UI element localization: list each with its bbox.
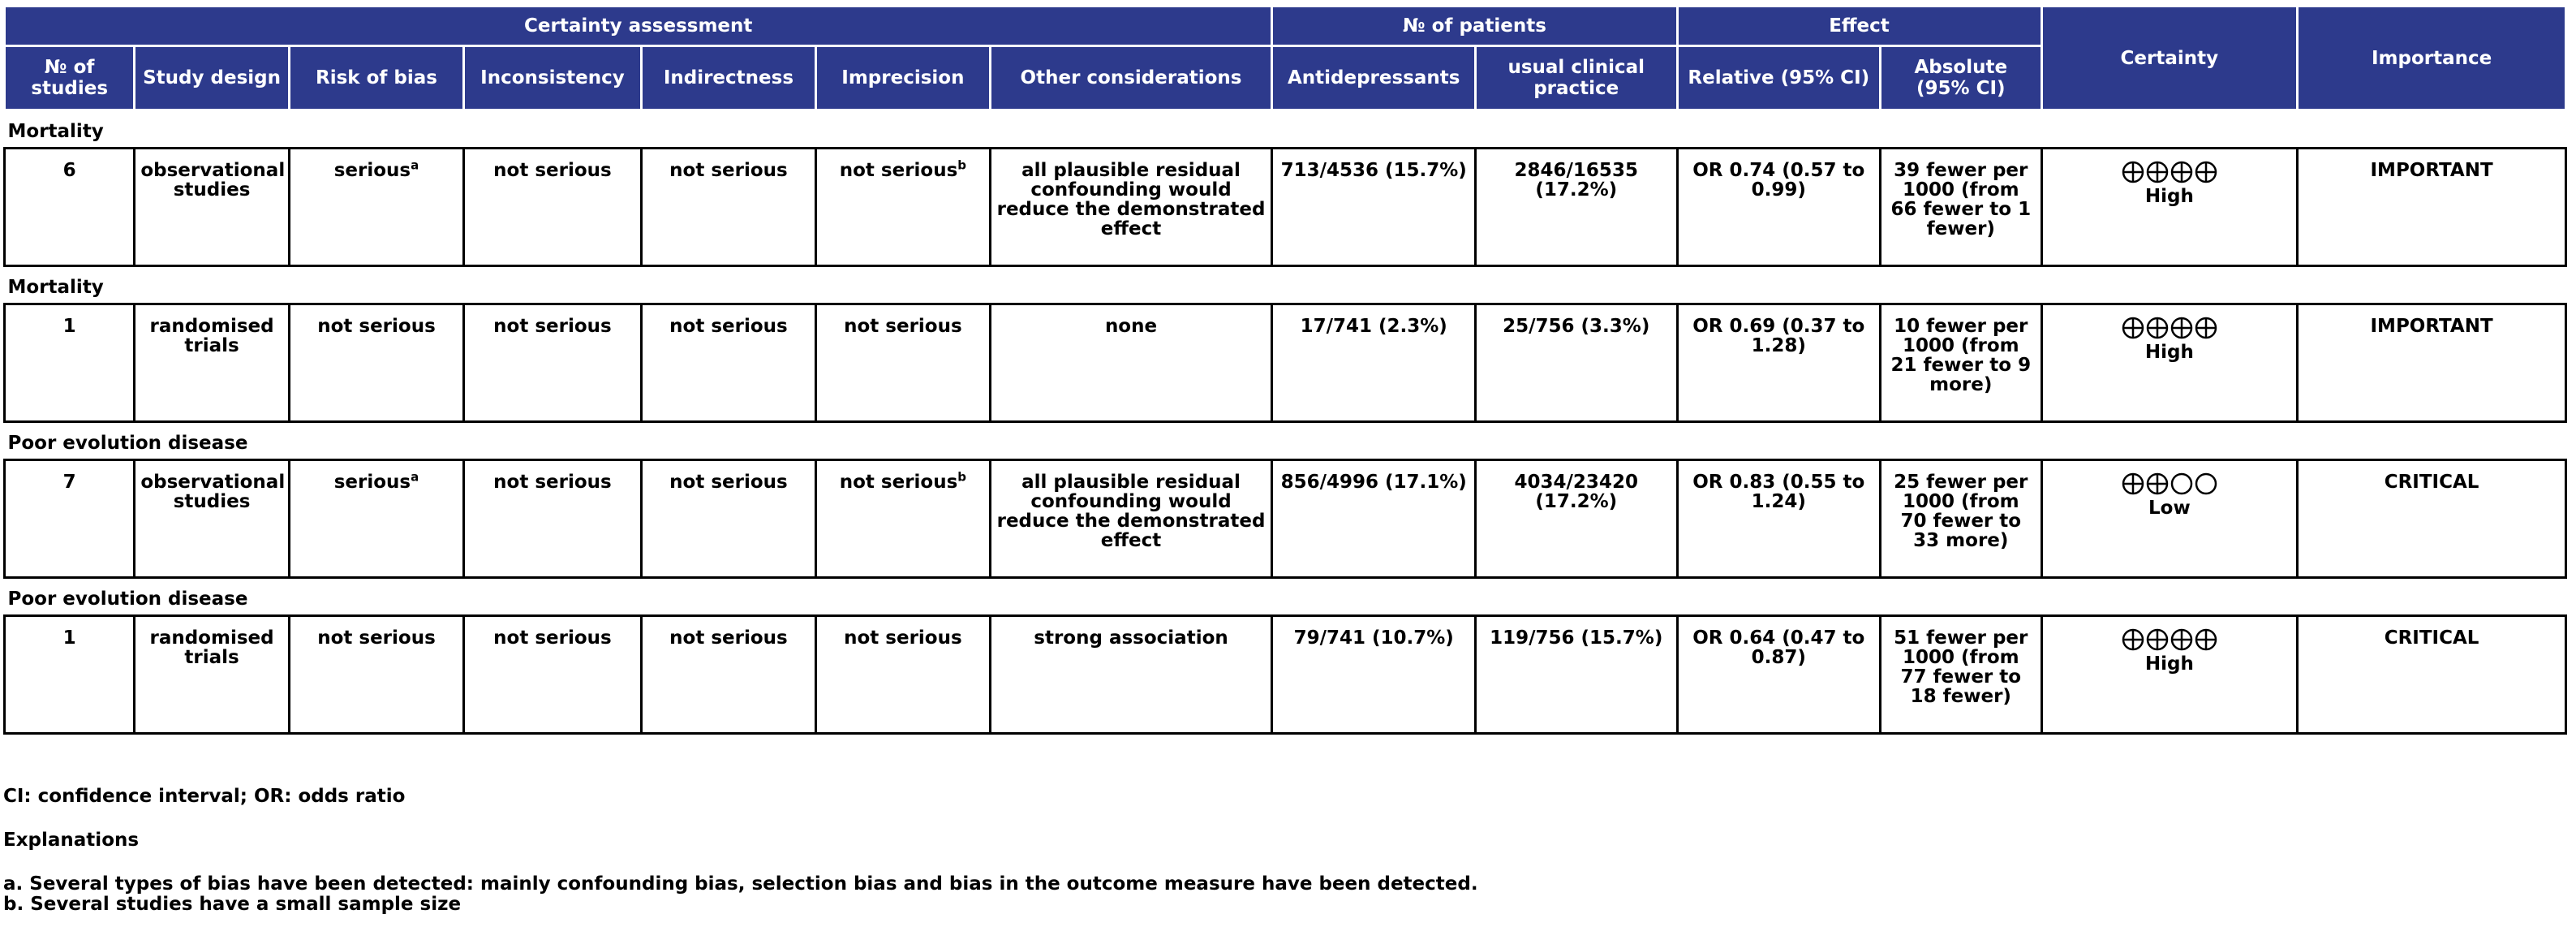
table-body <box>5 110 2566 734</box>
cell-risk-of-bias <box>289 616 463 734</box>
outcome-row <box>5 578 2566 616</box>
outcome-label: Poor evolution disease <box>7 433 248 454</box>
cell-absolute-text: 25 fewer per 1000 (from 70 fewer to 33 more) <box>1894 472 2028 551</box>
certainty-symbols <box>2048 161 2292 185</box>
cell-other-considerations-text: none <box>1104 316 1158 337</box>
cell-study-design-text: observational studies <box>140 472 286 512</box>
explanation-a: a. Several types of bias have been detected: mainly confounding bias, selection bias and bias in the outcome measure have been detected. <box>3 873 1478 895</box>
circle-empty-icon <box>2195 472 2217 495</box>
cell-inconsistency-text: not serious <box>493 627 612 649</box>
cell-n-studies <box>5 149 135 266</box>
grade-evidence-table <box>3 5 2567 735</box>
cell-relative-text: OR 0.64 (0.47 to 0.87) <box>1692 627 1865 668</box>
cell-usual-care-text: 4034/23420 (17.2%) <box>1514 472 1638 512</box>
cell-antidepressants <box>1272 460 1476 578</box>
cell-study-design <box>135 460 289 578</box>
certainty-label: High <box>2144 653 2194 675</box>
cell-study-design-text: observational studies <box>140 160 286 200</box>
outcome-row <box>5 266 2566 304</box>
cell-antidepressants-text: 856/4996 (17.1%) <box>1280 472 1467 493</box>
cell-inconsistency <box>464 304 641 422</box>
cell-importance: CRITICAL <box>2298 460 2566 578</box>
cell-relative-text: OR 0.74 (0.57 to 0.99) <box>1692 160 1865 200</box>
footnote-marker: b <box>957 157 967 173</box>
cell-indirectness-text: not serious <box>669 316 788 337</box>
cell-other-considerations <box>990 304 1272 422</box>
cell-other-considerations-text: all plausible residual confounding would reduce the demonstrated effect <box>996 472 1266 551</box>
cell-risk-of-bias-text: not serious <box>317 627 436 649</box>
certainty-symbols <box>2048 317 2292 341</box>
outcome-label: Poor evolution disease <box>7 589 248 610</box>
cell-inconsistency <box>464 460 641 578</box>
cell-risk-of-bias <box>289 460 463 578</box>
cell-study-design <box>135 149 289 266</box>
certainty-symbols <box>2048 628 2292 653</box>
cell-n-studies-text: 1 <box>62 316 76 337</box>
cell-usual-care <box>1475 149 1677 266</box>
cell-other-considerations <box>990 149 1272 266</box>
cell-inconsistency-text: not serious <box>493 160 612 181</box>
cell-imprecision <box>816 616 990 734</box>
cell-relative <box>1677 616 1881 734</box>
cell-risk-of-bias <box>289 149 463 266</box>
cell-usual-care <box>1475 616 1677 734</box>
cell-risk-of-bias-text: serious <box>333 472 411 493</box>
circle-plus-icon <box>2122 628 2144 651</box>
explanations-list <box>3 874 1478 915</box>
cell-imprecision-text: not serious <box>844 316 962 337</box>
header-absolute: Absolute (95% CI) <box>1881 46 2041 110</box>
cell-usual-care <box>1475 460 1677 578</box>
cell-study-design-text: randomised trials <box>149 627 274 668</box>
circle-plus-icon <box>2146 161 2169 183</box>
footnote-marker: a <box>411 157 419 173</box>
cell-study-design-text: randomised trials <box>149 316 274 356</box>
cell-usual-care-text: 119/756 (15.7%) <box>1490 627 1663 649</box>
cell-indirectness-text: not serious <box>669 160 788 181</box>
cell-indirectness <box>641 149 815 266</box>
cell-relative <box>1677 149 1881 266</box>
cell-imprecision-text: not serious <box>844 627 962 649</box>
cell-antidepressants-text: 713/4536 (15.7%) <box>1280 160 1467 181</box>
cell-antidepressants <box>1272 616 1476 734</box>
evidence-row <box>5 149 2566 266</box>
cell-risk-of-bias <box>289 304 463 422</box>
cell-relative-text: OR 0.69 (0.37 to 1.28) <box>1692 316 1865 356</box>
cell-absolute-text: 51 fewer per 1000 (from 77 fewer to 18 fewer) <box>1894 627 2028 707</box>
header-relative: Relative (95% CI) <box>1677 46 1881 110</box>
footnote-marker: a <box>411 469 419 485</box>
circle-plus-icon <box>2170 628 2193 651</box>
cell-indirectness-text: not serious <box>669 472 788 493</box>
circle-plus-icon <box>2170 317 2193 339</box>
header-other-considerations: Other considerations <box>990 46 1272 110</box>
header-antidepressants: Antidepressants <box>1272 46 1476 110</box>
cell-imprecision-text: not serious <box>839 160 958 181</box>
cell-antidepressants <box>1272 304 1476 422</box>
header-risk-of-bias: Risk of bias <box>289 46 463 110</box>
cell-certainty <box>2041 460 2298 578</box>
cell-antidepressants <box>1272 149 1476 266</box>
cell-importance: CRITICAL <box>2298 616 2566 734</box>
cell-other-considerations <box>990 616 1272 734</box>
circle-empty-icon <box>2170 472 2193 495</box>
certainty-label: High <box>2144 342 2194 363</box>
cell-absolute-text: 10 fewer per 1000 (from 21 fewer to 9 more) <box>1890 316 2032 395</box>
explanation-b: b. Several studies have a small sample size <box>3 894 462 915</box>
cell-usual-care-text: 2846/16535 (17.2%) <box>1514 160 1638 200</box>
cell-relative <box>1677 460 1881 578</box>
cell-other-considerations-text: strong association <box>1034 627 1228 649</box>
cell-risk-of-bias-text: serious <box>333 160 411 181</box>
header-indirectness: Indirectness <box>641 46 815 110</box>
header-certainty: Certainty <box>2041 6 2298 110</box>
explanations-title: Explanations <box>3 830 140 851</box>
cell-indirectness <box>641 460 815 578</box>
circle-plus-icon <box>2122 472 2144 495</box>
cell-imprecision <box>816 149 990 266</box>
circle-plus-icon <box>2195 161 2217 183</box>
abbreviations-note: CI: confidence interval; OR: odds ratio <box>3 786 406 807</box>
header-study-design: Study design <box>135 46 289 110</box>
cell-absolute-text: 39 fewer per 1000 (from 66 fewer to 1 fewer) <box>1890 160 2032 239</box>
cell-absolute <box>1881 460 2041 578</box>
cell-other-considerations-text: all plausible residual confounding would reduce the demonstrated effect <box>996 160 1266 239</box>
cell-imprecision <box>816 460 990 578</box>
footnote-marker: b <box>957 469 967 485</box>
header-inconsistency: Inconsistency <box>464 46 641 110</box>
evidence-row <box>5 616 2566 734</box>
cell-n-studies <box>5 304 135 422</box>
outcome-label: Mortality <box>7 121 104 142</box>
evidence-row <box>5 460 2566 578</box>
circle-plus-icon <box>2122 317 2144 339</box>
cell-inconsistency <box>464 149 641 266</box>
header-usual-care: usual clinical practice <box>1475 46 1677 110</box>
cell-importance: IMPORTANT <box>2298 149 2566 266</box>
circle-plus-icon <box>2195 317 2217 339</box>
certainty-symbols <box>2048 472 2292 497</box>
cell-n-studies-text: 1 <box>62 627 76 649</box>
cell-relative <box>1677 304 1881 422</box>
cell-inconsistency <box>464 616 641 734</box>
cell-indirectness-text: not serious <box>669 627 788 649</box>
outcome-label: Mortality <box>7 277 104 298</box>
cell-absolute <box>1881 304 2041 422</box>
cell-other-considerations <box>990 460 1272 578</box>
cell-imprecision <box>816 304 990 422</box>
cell-indirectness <box>641 616 815 734</box>
cell-certainty <box>2041 616 2298 734</box>
circle-plus-icon <box>2170 161 2193 183</box>
cell-importance: IMPORTANT <box>2298 304 2566 422</box>
circle-plus-icon <box>2146 317 2169 339</box>
header-certainty-assessment: Certainty assessment <box>5 6 1272 46</box>
cell-inconsistency-text: not serious <box>493 472 612 493</box>
cell-usual-care <box>1475 304 1677 422</box>
outcome-row <box>5 110 2566 149</box>
circle-plus-icon <box>2146 472 2169 495</box>
cell-n-studies <box>5 460 135 578</box>
cell-risk-of-bias-text: not serious <box>317 316 436 337</box>
cell-antidepressants-text: 17/741 (2.3%) <box>1300 316 1447 337</box>
header-n-studies: № of studies <box>5 46 135 110</box>
header-imprecision: Imprecision <box>816 46 990 110</box>
cell-n-studies-text: 7 <box>62 472 76 493</box>
cell-study-design <box>135 304 289 422</box>
certainty-label: High <box>2144 186 2194 207</box>
cell-n-studies <box>5 616 135 734</box>
cell-absolute <box>1881 616 2041 734</box>
cell-inconsistency-text: not serious <box>493 316 612 337</box>
circle-plus-icon <box>2122 161 2144 183</box>
header-importance: Importance <box>2298 6 2566 110</box>
circle-plus-icon <box>2146 628 2169 651</box>
cell-n-studies-text: 6 <box>62 160 76 181</box>
cell-indirectness <box>641 304 815 422</box>
cell-imprecision-text: not serious <box>839 472 958 493</box>
cell-absolute <box>1881 149 2041 266</box>
header-effect: Effect <box>1677 6 2041 46</box>
cell-study-design <box>135 616 289 734</box>
outcome-row <box>5 422 2566 460</box>
certainty-label: Low <box>2148 498 2191 519</box>
cell-relative-text: OR 0.83 (0.55 to 1.24) <box>1692 472 1865 512</box>
cell-certainty <box>2041 149 2298 266</box>
cell-usual-care-text: 25/756 (3.3%) <box>1503 316 1650 337</box>
header-n-patients: № of patients <box>1272 6 1677 46</box>
cell-certainty <box>2041 304 2298 422</box>
cell-antidepressants-text: 79/741 (10.7%) <box>1293 627 1454 649</box>
circle-plus-icon <box>2195 628 2217 651</box>
evidence-row <box>5 304 2566 422</box>
